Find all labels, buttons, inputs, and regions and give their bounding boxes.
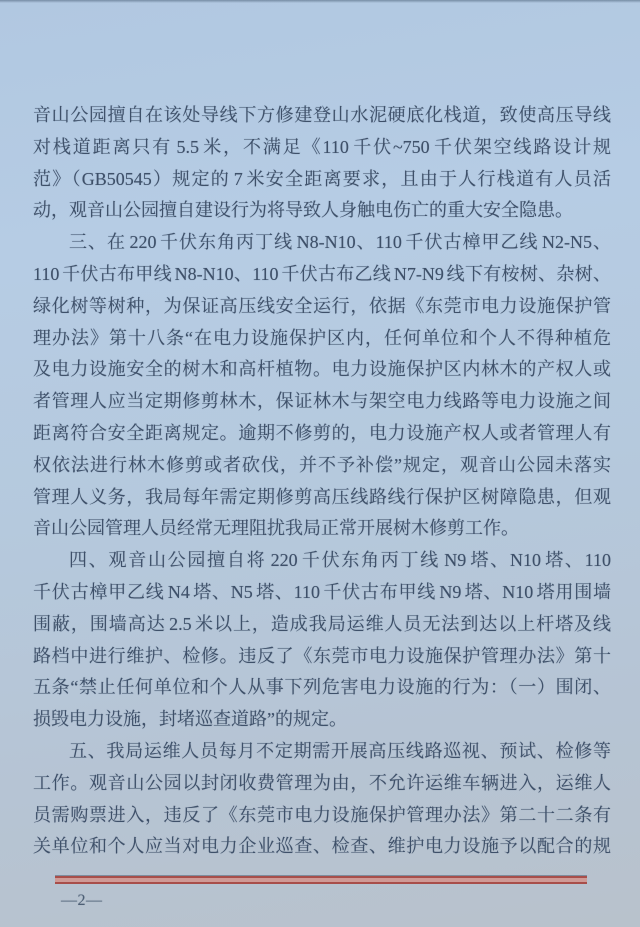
text-line: 三、在 220 千伏东角丙丁线 N8-N10、110 千伏古樟甲乙线 N2-N5、 [69, 232, 611, 253]
text-line: 对栈道距离只有 5.5 米，不满足《110 千伏~750 千伏架空线路设计规 [33, 136, 611, 157]
text-line: 范》（GB50545）规定的 7 米安全距离要求，且由于人行栈道有人员活 [33, 168, 611, 189]
text-line: 动，观音山公园擅自建设行为将导致人身触电伤亡的重大安全隐患。 [33, 200, 573, 221]
text-line: 及电力设施安全的树木和高杆植物。电力设施保护区内林木的产权人或 [33, 359, 611, 380]
text-line: 五条“禁止任何单位和个人从事下列危害电力设施的行为：（一）围闭、 [33, 677, 611, 698]
text-line: 五、我局运维人员每月不定期需开展高压线路巡视、预试、检修等 [69, 740, 611, 761]
text-line: 绿化树等树种，为保证高压线安全运行，依据《东莞市电力设施保护管 [33, 295, 611, 316]
text-line: 理办法》第十八条“在电力设施保护区内，任何单位和个人不得种植危 [33, 327, 611, 348]
text-line: 110 千伏古布甲线 N8-N10、110 千伏古布乙线 N7-N9 线下有桉树、杂树、 [33, 263, 611, 284]
footer-red-rule [55, 876, 587, 884]
page-number: —2— [61, 892, 103, 910]
text-line: 距离符合安全距离规定。逾期不修剪的，电力设施产权人或者管理人有 [33, 422, 611, 443]
text-line: 者管理人应当定期修剪林木，保证林木与架空电力线路等电力设施之间 [33, 391, 611, 412]
text-line: 损毁电力设施，封堵巡查道路”的规定。 [33, 709, 347, 730]
text-line: 工作。观音山公园以封闭收费管理为由，不允许运维车辆进入，运维人 [33, 772, 611, 793]
document-body [33, 100, 611, 863]
text-line: 音山公园管理人员经常无理阻扰我局正常开展树木修剪工作。 [33, 518, 519, 539]
text-line: 音山公园擅自在该处导线下方修建登山水泥硬底化栈道，致使高压导线 [33, 105, 611, 125]
text-line: 路档中进行维护、检修。违反了《东莞市电力设施保护管理办法》第十 [33, 645, 611, 666]
text-line: 管理人义务，我局每年需定期修剪高压线路线行保护区树障隐患，但观 [33, 486, 611, 507]
text-line: 关单位和个人应当对电力企业巡查、检查、维护电力设施予以配合的规 [33, 836, 611, 857]
text-line: 千伏古樟甲乙线 N4 塔、N5 塔、110 千伏古布甲线 N9 塔、N10 塔用围墙 [33, 581, 611, 602]
text-line: 权依法进行林木修剪或者砍伐，并不予补偿”规定，观音山公园未落实 [33, 454, 611, 475]
text-line: 围蔽，围墙高达 2.5 米以上，造成我局运维人员无法到达以上杆塔及线 [33, 613, 611, 634]
page-footer [33, 876, 611, 910]
scan-top-edge [0, 0, 640, 3]
text-line: 员需购票进入，违反了《东莞市电力设施保护管理办法》第二十二条有 [33, 804, 611, 825]
text-line: 四、观音山公园擅自将 220 千伏东角丙丁线 N9 塔、N10 塔、110 [69, 550, 611, 571]
